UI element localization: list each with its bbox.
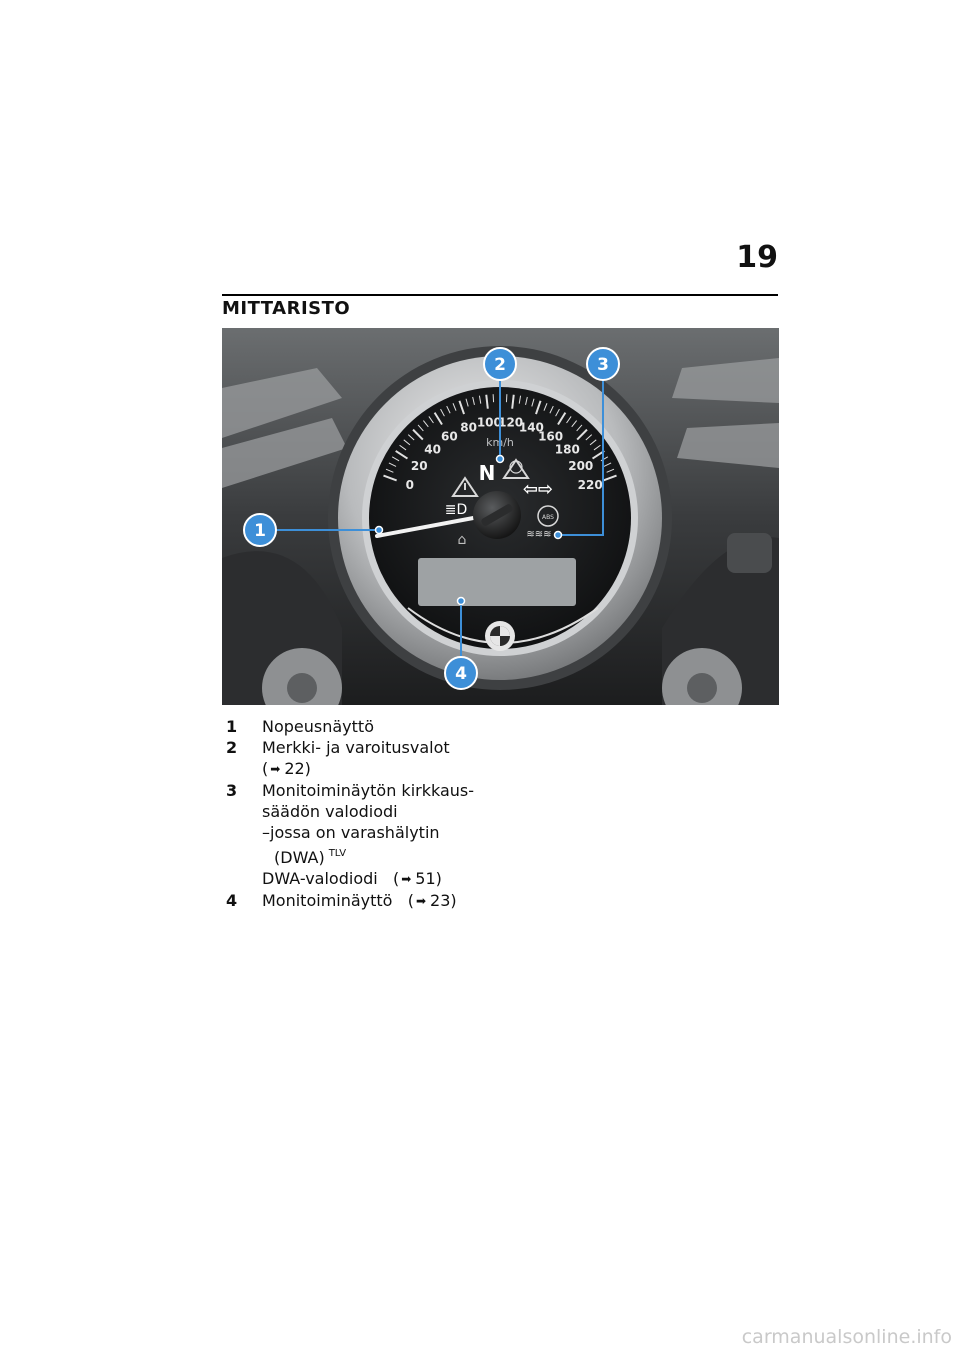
- legend-number: 4: [226, 891, 238, 910]
- legend-text: Monitoiminäytön kirkkaus-: [262, 781, 475, 800]
- legend-item-3: [226, 780, 546, 801]
- legend-number: 1: [226, 717, 238, 736]
- legend-number: 2: [226, 738, 238, 757]
- page-reference[interactable]: ( ➡ 51): [382, 869, 442, 888]
- speed-unit-label: km/h: [486, 436, 514, 449]
- figure-legend: [226, 716, 546, 912]
- speed-tick-label: 100: [476, 415, 502, 430]
- speed-tick-label: 220: [577, 478, 603, 493]
- header-rule: [222, 294, 778, 296]
- instrument-cluster-photo: [222, 328, 779, 705]
- speed-tick-label: 0: [405, 478, 414, 493]
- speed-tick-label: 80: [460, 420, 477, 435]
- svg-text:1: 1: [254, 521, 266, 541]
- heated-grips-icon: ≋≋≋: [526, 529, 552, 540]
- speed-tick-label: 160: [538, 429, 564, 444]
- callout-4: [445, 657, 477, 689]
- speed-tick-label: 200: [568, 459, 594, 474]
- option-badge: TLV: [328, 848, 347, 859]
- speed-tick-label: 60: [441, 429, 458, 444]
- page-reference[interactable]: ( ➡ 22): [262, 759, 311, 778]
- callout-1: [244, 514, 276, 546]
- legend-item-4: [226, 890, 546, 912]
- gear-indicator: N: [478, 461, 496, 485]
- arrow-right-icon: ➡: [401, 872, 412, 886]
- arrow-right-icon: ➡: [415, 894, 427, 908]
- multifunction-display: [418, 558, 576, 606]
- speed-tick-label: 40: [424, 442, 442, 457]
- page-reference[interactable]: ( ➡ 23): [397, 891, 457, 910]
- legend-item-2: [226, 737, 546, 758]
- speed-tick-label: 20: [410, 459, 428, 474]
- legend-text-condition: –jossa on varashälytin: [262, 823, 440, 842]
- legend-text-continued: säädön valodiodi: [262, 802, 398, 821]
- page-number: 19: [736, 240, 778, 275]
- callout-3: [587, 348, 619, 380]
- bmw-logo-icon: [485, 621, 515, 651]
- headlight-icon: ≣D: [444, 502, 468, 518]
- legend-text: Nopeusnäyttö: [262, 717, 374, 736]
- legend-text: Merkki- ja varoitusvalot: [262, 738, 450, 757]
- legend-item-1: [226, 716, 546, 737]
- svg-text:4: 4: [455, 664, 467, 684]
- engine-check-icon: ⌂: [457, 532, 467, 548]
- legend-text: Monitoiminäyttö: [262, 891, 393, 910]
- svg-text:2: 2: [494, 355, 506, 375]
- section-title: MITTARISTO: [222, 298, 351, 319]
- legend-text-option: (DWA) $^{TLV}$: [274, 848, 347, 867]
- svg-text:3: 3: [597, 355, 609, 375]
- legend-number: 3: [226, 781, 238, 800]
- speed-tick-label: 140: [518, 420, 544, 435]
- turn-signal-icon: ⇦⇨: [522, 479, 554, 500]
- arrow-right-icon: ➡: [270, 762, 281, 776]
- legend-text-dwa: DWA-valodiodi ( ➡ 51): [262, 869, 442, 888]
- speed-tick-label: 180: [554, 442, 580, 457]
- callout-2: [484, 348, 516, 380]
- svg-text:ABS: ABS: [542, 514, 554, 521]
- speed-tick-label: 120: [498, 415, 524, 430]
- watermark[interactable]: carmanualsonline.info: [741, 1326, 952, 1348]
